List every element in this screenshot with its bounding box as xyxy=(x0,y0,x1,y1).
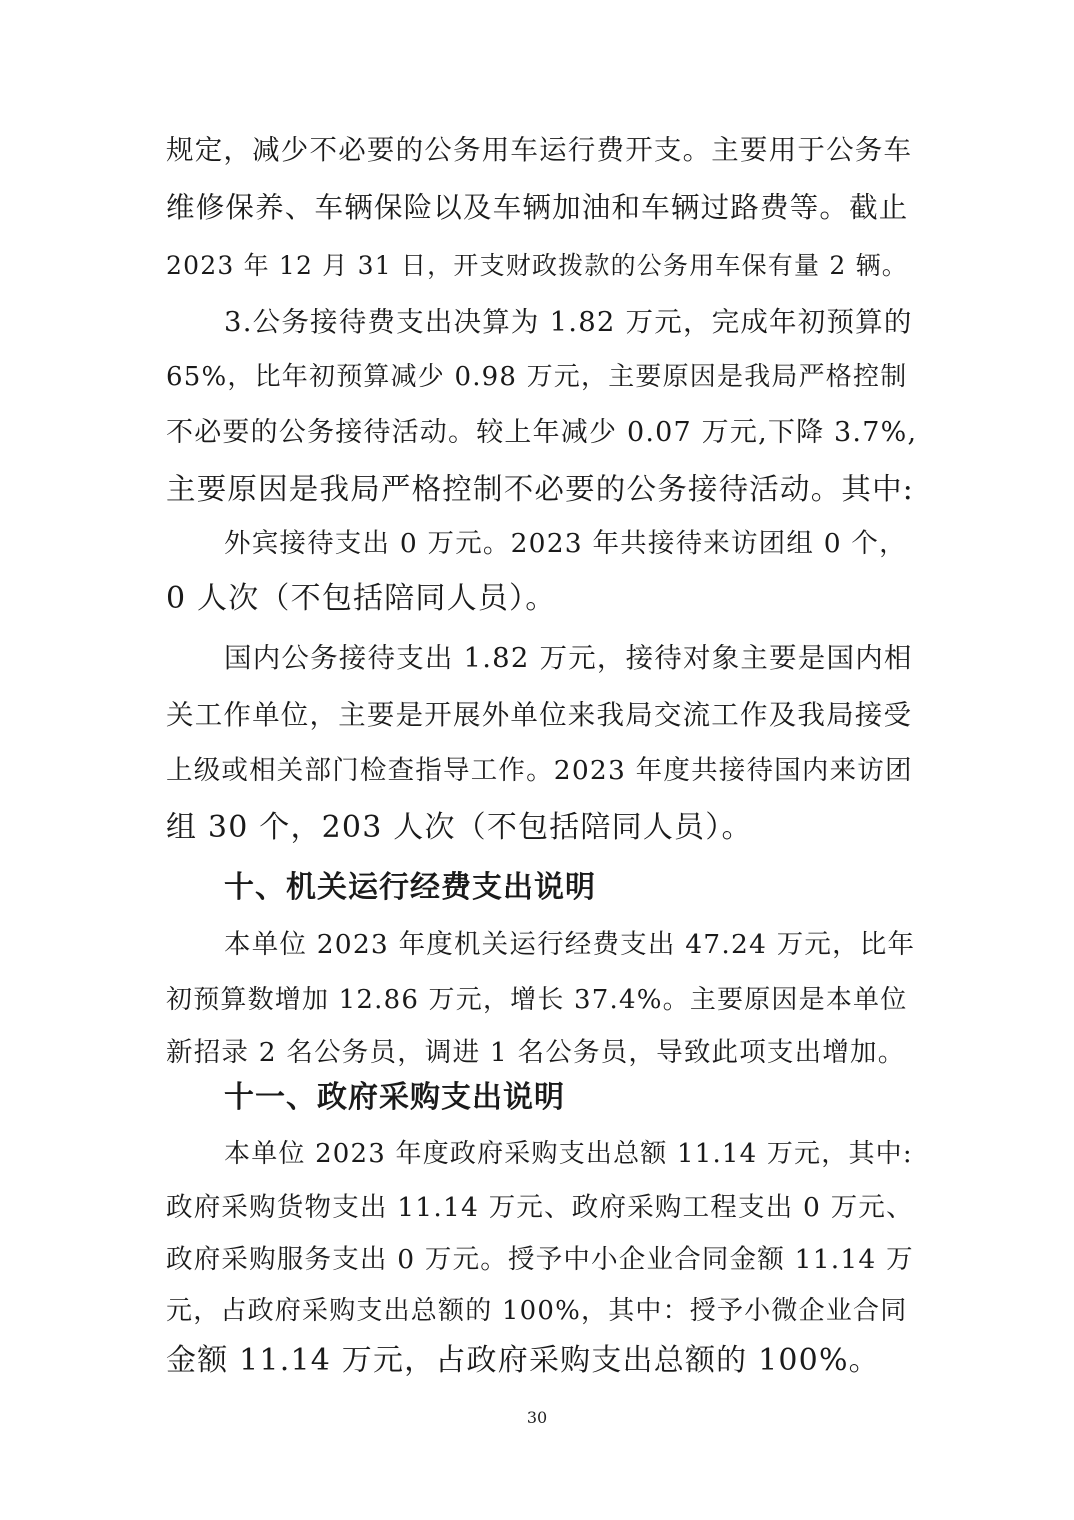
body-text-line: 3.公务接待费支出决算为 1.82 万元，完成年初预算的 xyxy=(224,306,913,338)
section-heading: 十、机关运行经费支出说明 xyxy=(224,870,596,905)
body-text-line: 维修保养、车辆保险以及车辆加油和车辆过路费等。截止 xyxy=(166,191,909,224)
body-text-line: 0 人次（不包括陪同人员）。 xyxy=(166,581,557,616)
body-text-line: 关工作单位，主要是开展外单位来我局交流工作及我局接受 xyxy=(166,699,913,731)
body-text-line: 外宾接待支出 0 万元。2023 年共接待来访团组 0 个， xyxy=(224,528,907,559)
body-text-line: 政府采购货物支出 11.14 万元、政府采购工程支出 0 万元、 xyxy=(166,1192,914,1223)
body-text-line: 本单位 2023 年度机关运行经费支出 47.24 万元，比年 xyxy=(224,929,916,960)
body-text-line: 上级或相关部门检查指导工作。2023 年度共接待国内来访团 xyxy=(166,755,913,786)
body-text-line: 组 30 个，203 人次（不包括陪同人员）。 xyxy=(166,810,753,845)
body-text-line: 初预算数增加 12.86 万元，增长 37.4%。主要原因是本单位 xyxy=(166,985,908,1015)
page-number: 30 xyxy=(526,1408,548,1427)
body-text-line: 元，占政府采购支出总额的 100%，其中：授予小微企业合同 xyxy=(166,1296,908,1326)
body-text-line: 65%，比年初预算减少 0.98 万元，主要原因是我局严格控制 xyxy=(166,362,908,392)
body-text-line: 不必要的公务接待活动。较上年减少 0.07 万元,下降 3.7%, xyxy=(166,417,918,448)
body-text-line: 新招录 2 名公务员，调进 1 名公务员，导致此项支出增加。 xyxy=(166,1037,906,1068)
body-text-line: 规定，减少不必要的公务用车运行费开支。主要用于公务车 xyxy=(166,134,913,166)
body-text-line: 主要原因是我局严格控制不必要的公务接待活动。其中: xyxy=(166,472,914,506)
body-text-line: 政府采购服务支出 0 万元。授予中小企业合同金额 11.14 万 xyxy=(166,1244,914,1275)
body-text-line: 本单位 2023 年度政府采购支出总额 11.14 万元，其中: xyxy=(224,1139,913,1169)
body-text-line: 2023 年 12 月 31 日，开支财政拨款的公务用车保有量 2 辆。 xyxy=(166,251,908,280)
body-text-line: 金额 11.14 万元，占政府采购支出总额的 100%。 xyxy=(166,1343,880,1378)
section-heading: 十一、政府采购支出说明 xyxy=(224,1080,565,1115)
body-text-line: 国内公务接待支出 1.82 万元，接待对象主要是国内相 xyxy=(224,642,913,674)
